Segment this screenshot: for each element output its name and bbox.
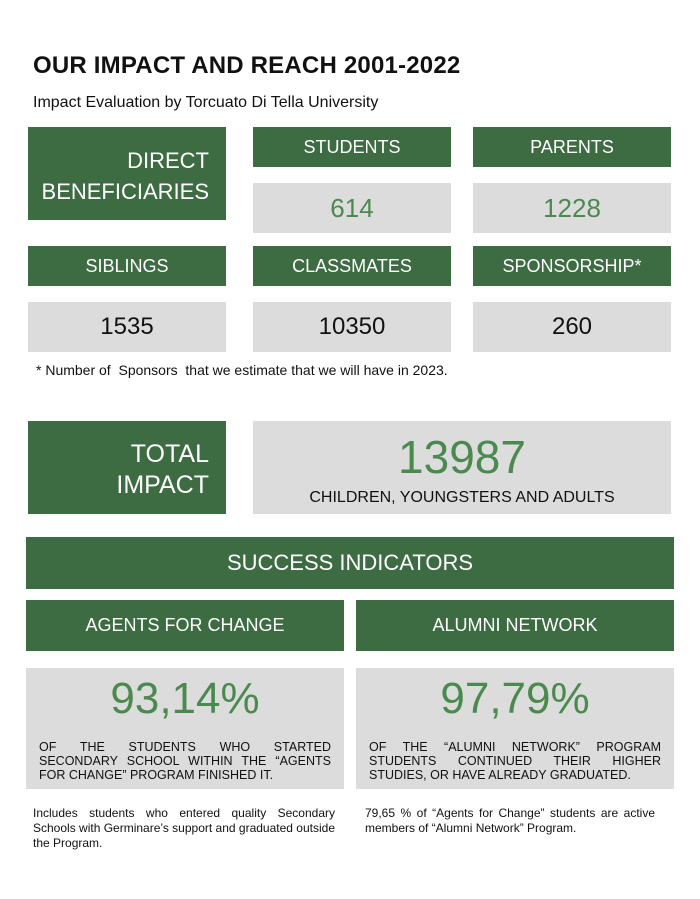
direct-beneficiaries-line2: BENEFICIARIES bbox=[41, 179, 209, 204]
classmates-value: 10350 bbox=[253, 302, 451, 352]
alumni-network-header: ALUMNI NETWORK bbox=[356, 600, 674, 651]
sponsorship-value: 260 bbox=[473, 302, 671, 352]
direct-beneficiaries-label bbox=[28, 127, 226, 220]
alumni-network-percent: 97,79% bbox=[440, 674, 590, 723]
siblings-value: 1535 bbox=[28, 302, 226, 352]
page-subtitle: Impact Evaluation by Torcuato Di Tella University bbox=[33, 94, 379, 111]
siblings-header: SIBLINGS bbox=[28, 246, 226, 286]
sponsorship-header: SPONSORSHIP* bbox=[473, 246, 671, 286]
agents-for-change-note: Includes students who entered quality Secondary Schools with Germinare’s support and graduated outside the Program. bbox=[33, 806, 335, 850]
total-impact-description: CHILDREN, YOUNGSTERS AND ADULTS bbox=[309, 489, 615, 506]
students-value: 614 bbox=[253, 183, 451, 233]
page-title: OUR IMPACT AND REACH 2001-2022 bbox=[33, 52, 461, 79]
students-header: STUDENTS bbox=[253, 127, 451, 167]
agents-for-change-percent: 93,14% bbox=[110, 674, 260, 723]
parents-value: 1228 bbox=[473, 183, 671, 233]
agents-for-change-header: AGENTS FOR CHANGE bbox=[26, 600, 344, 651]
agents-for-change-card bbox=[26, 668, 344, 789]
classmates-header: CLASSMATES bbox=[253, 246, 451, 286]
alumni-network-note: 79,65 % of “Agents for Change” students are active members of “Alumni Network” Program. bbox=[365, 806, 655, 835]
total-impact-line2: IMPACT bbox=[116, 471, 209, 499]
sponsors-footnote: * Number of Sponsors that we estimate that we will have in 2023. bbox=[36, 362, 448, 378]
parents-header: PARENTS bbox=[473, 127, 671, 167]
total-impact-label bbox=[28, 421, 226, 514]
total-impact-value: 13987 bbox=[398, 431, 526, 483]
success-indicators-header: SUCCESS INDICATORS bbox=[26, 537, 674, 589]
alumni-network-card bbox=[356, 668, 674, 789]
alumni-network-description: OF THE “ALUMNI NETWORK” PROGRAM STUDENTS CONTINUED THEIR HIGHER STUDIES, OR HAVE ALREADY GRADUATED. bbox=[369, 740, 661, 782]
direct-beneficiaries-line1: DIRECT bbox=[127, 148, 209, 173]
total-impact-line1: TOTAL bbox=[130, 440, 209, 468]
agents-for-change-description: OF THE STUDENTS WHO STARTED SECONDARY SCHOOL WITHIN THE “AGENTS FOR CHANGE” PROGRAM FINISHED IT. bbox=[39, 740, 331, 782]
